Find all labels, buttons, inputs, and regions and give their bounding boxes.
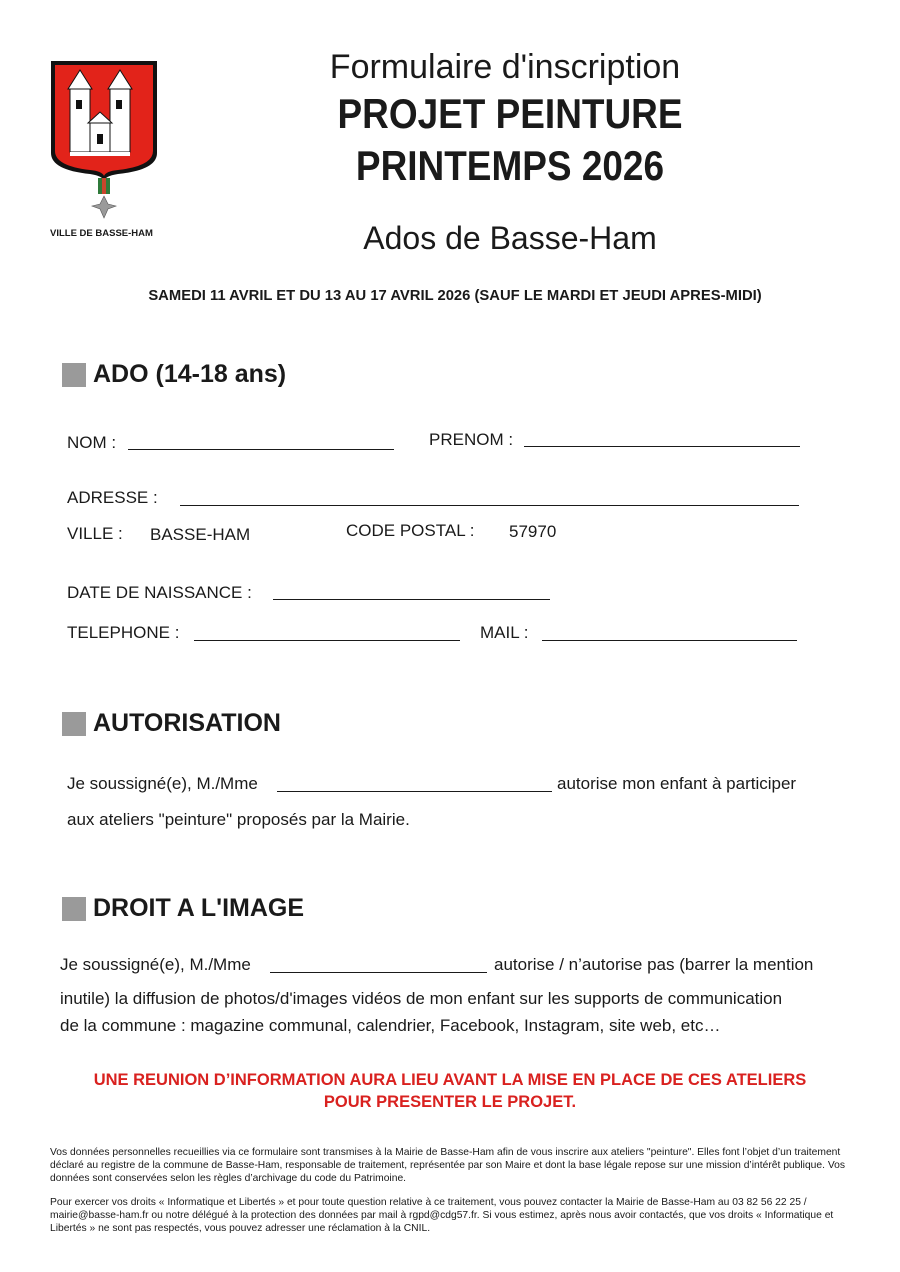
droit-image-line3: de la commune : magazine communal, calendrier, Facebook, Instagram, site web, etc…: [60, 1016, 721, 1035]
autorisation-line1-end: autorise mon enfant à participer: [557, 774, 797, 793]
prenom-label: PRENOM :: [429, 430, 514, 449]
information-meeting-notice-line1: UNE REUNION D’INFORMATION AURA LIEU AVANT LA MISE EN PLACE DE CES ATELIERS: [93, 1071, 807, 1089]
code-postal-value: 57970: [509, 522, 557, 541]
form-subtitle: Formulaire d'inscription: [329, 48, 681, 86]
droit-image-line2: inutile) la diffusion de photos/d'images vidéos de mon enfant sur les supports de communication: [60, 989, 783, 1008]
telephone-label: TELEPHONE :: [67, 623, 180, 642]
information-meeting-notice-line2: POUR PRESENTER LE PROJET.: [323, 1093, 577, 1111]
autorisation-line2: aux ateliers "peinture" proposés par la Mairie.: [67, 810, 410, 829]
project-title-line2: PRINTEMPS 2026: [355, 142, 665, 189]
privacy-notice-paragraph: Vos données personnelles recueillies via ce formulaire sont transmises à la Mairie de Basse-Ham afin de vous inscrire aux ateliers "peinture". Elles font l’objet d’un traitement déclaré au registre de la commune de Basse-Ham, responsable de traitement, représentée par son Maire et dont la base légale repose sur une mission d’intérêt publique. Vos données sont conservées selon les règles d’archivage du code du Patrimoine.: [50, 1147, 846, 1184]
autorisation-section-marker: [62, 712, 86, 736]
adresse-field[interactable]: [180, 505, 799, 506]
droit-image-section-marker: [62, 897, 86, 921]
autorisation-parent-name-field[interactable]: [277, 791, 552, 792]
shield-emblem-icon: [48, 58, 160, 228]
coat-of-arms-logo: [48, 58, 160, 228]
rights-notice-paragraph: Pour exercer vos droits « Informatique et Libertés » et pour toute question relative à ce traitement, vous pouvez contacter la Mairie de Basse-Ham au 03 82 56 22 25 / mairie@basse-ham.fr ou notre délégué à la protection des données par mail à rgpd@cdg57.fr. Si vous estimez, après nous avoir contactés, que vos droits « Informatique et Libertés » ne sont pas respectés, vous pouvez adresser une réclamation à la CNIL.: [50, 1197, 834, 1234]
autorisation-line1-start: Je soussigné(e), M./Mme: [67, 774, 258, 793]
audience-label: Ados de Basse-Ham: [363, 220, 657, 256]
date-naissance-field[interactable]: [273, 599, 550, 600]
project-title-line1: PROJET PEINTURE: [337, 90, 683, 137]
ville-label: VILLE :: [67, 524, 123, 543]
droit-image-line1-end: autorise / n’autorise pas (barrer la mention: [494, 955, 814, 974]
dates-banner: SAMEDI 11 AVRIL ET DU 13 AU 17 AVRIL 2026 (SAUF LE MARDI ET JEUDI APRES-MIDI): [148, 288, 762, 304]
adresse-label: ADRESSE :: [67, 488, 158, 507]
prenom-field[interactable]: [524, 446, 800, 447]
mail-field[interactable]: [542, 640, 797, 641]
mail-label: MAIL :: [480, 623, 529, 642]
nom-label: NOM :: [67, 433, 117, 452]
telephone-field[interactable]: [194, 640, 460, 641]
ville-value: BASSE-HAM: [150, 525, 251, 544]
ado-section-marker: [62, 363, 86, 387]
droit-image-line1-start: Je soussigné(e), M./Mme: [60, 955, 251, 974]
code-postal-label: CODE POSTAL :: [346, 521, 475, 540]
ado-section-title: ADO (14-18 ans): [93, 360, 287, 388]
nom-field[interactable]: [128, 449, 394, 450]
logo-caption: VILLE DE BASSE-HAM: [50, 228, 153, 239]
droit-image-section-title: DROIT A L'IMAGE: [93, 894, 305, 922]
autorisation-section-title: AUTORISATION: [93, 709, 281, 737]
droit-image-parent-name-field[interactable]: [270, 972, 487, 973]
date-naissance-label: DATE DE NAISSANCE :: [67, 583, 252, 602]
